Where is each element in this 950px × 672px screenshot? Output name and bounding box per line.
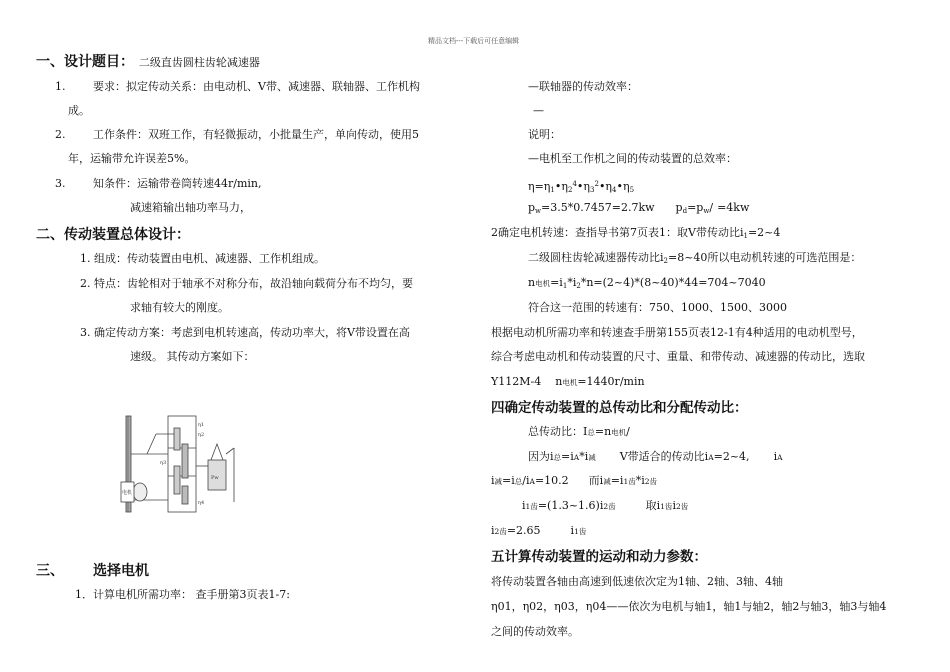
explanation-label: 说明： [528, 128, 561, 141]
point-3: 3. 确定传动方案：考虑到电机转速高，传动功率大，将V带设置在高 [80, 326, 410, 339]
section-5-heading: 五计算传动装置的运动和动力参数： [491, 549, 707, 565]
item-1-continuation: 成。 [68, 104, 90, 117]
power-calculation: $p_w=3.5*0.7457=2.7kw$ $p_d=p_w/ =4kw$ [528, 201, 750, 215]
item-2-text: 工作条件：双班工作，有轻微振动，小批量生产，单向传动，使用5 [93, 128, 419, 141]
gear-3 [174, 466, 180, 494]
point-3-continuation: 速级。 其传动方案如下： [130, 350, 255, 363]
label-eta3: η3 [160, 460, 167, 466]
label-motor: 电机 [122, 490, 133, 496]
item-3-continuation: 减速箱输出轴功率马力， [130, 201, 251, 214]
speed-range-formula: n电机$=i_1*i_2*n=(2\sim 4)*(8\sim 40)*44=704\sim 7040$ [528, 276, 766, 290]
section-3-number: 三、 [36, 563, 64, 579]
item-2-continuation: 年，运输带允许误差5%。 [68, 152, 196, 165]
motor-selection-line-2: 综合考虑电动机和传动装置的尺寸、重量、和带传动、减速器的传动比，选取 [491, 350, 865, 363]
section-2-number: 二、 [36, 227, 64, 243]
label-eta2: η2 [198, 432, 205, 438]
dash-line: — [533, 104, 544, 117]
total-efficiency-line: —电机至工作机之间的传动装置的总效率： [528, 152, 737, 165]
item-2-number: 2. [55, 128, 66, 141]
reducer-ratio-line: i减=i总/iA=10.2 而i减=i1齿*i2齿 [491, 474, 658, 487]
pulley [133, 483, 147, 501]
point-2-continuation: 求轴有较大的刚度。 [130, 301, 229, 314]
label-eta4: η4 [198, 500, 205, 506]
section-1-subtitle: 二级直齿圆柱齿轮减速器 [138, 56, 260, 69]
transmission-scheme-diagram [116, 414, 244, 520]
motor-selection-line-1: 根据电动机所需功率和转速查手册第155页表12-1有4种适用的电动机型号， [491, 326, 863, 339]
section-1-heading [36, 53, 260, 72]
coupling-efficiency-line: —联轴器的传动效率： [528, 80, 638, 93]
efficiency-formula: $\eta=\eta_1•\eta_2^4•\eta_3^2•\eta_4•\eta_5$ [528, 180, 635, 194]
gear-2 [182, 444, 188, 478]
gear-4 [182, 486, 188, 504]
efficiency-definitions-line: η01，η02，η03，η04——依次为电机与轴1，轴1与轴2，轴2与轴3，轴3与轴4 [491, 600, 887, 613]
item-3-text: 知条件：运输带卷筒转速44r/min, [93, 177, 262, 190]
section-2-title: 传动装置总体设计： [64, 227, 190, 243]
point-2: 2. 特点：齿轮相对于轴承不对称分布，故沿轴向载荷分布不均匀，要 [80, 277, 413, 290]
section-3-paragraph-1: 1．计算电机所需功率： 查手册第3页表1-7: [75, 588, 290, 601]
suitable-speeds-line: 符合这一范围的转速有：750、1000、1500、3000 [528, 301, 787, 314]
section-4-heading: 四确定传动装置的总传动比和分配传动比： [491, 400, 748, 416]
gearbox-ratio-line: 二级圆柱齿轮减速器传动比$i_2=8\sim 40$所以电动机转速的可选范围是： [528, 251, 862, 265]
gear-ratio-relation: i1齿=(1.3~1.6)i2齿 取i1齿i2齿 [522, 499, 689, 512]
section-2-heading [36, 226, 190, 244]
item-1-text: 要求：拟定传动关系：由电动机、V带、减速器、联轴器、工作机构 [93, 80, 420, 93]
total-ratio-line: 总传动比：I总=n电机/ [528, 425, 630, 438]
page-header: 精品文档---下载后可任意编辑 [428, 37, 520, 45]
motor-model-line: Y112M-4 n电机=1440r/min [491, 375, 645, 388]
label-pw: Pw [211, 475, 219, 481]
label-eta1: η1 [198, 422, 205, 428]
section-1-title: 设计题目： [64, 54, 134, 70]
point-1: 1. 组成：传动装置由电机、减速器、工作机组成。 [80, 252, 325, 265]
shaft-numbering-line: 将传动装置各轴由高速到低速依次定为1轴、2轴、3轴、4轴 [491, 575, 783, 588]
section-1-number: 一、 [36, 54, 64, 70]
item-3-number: 3. [55, 177, 66, 190]
gear-ratio-values: i2齿=2.65 i1齿 [491, 524, 587, 537]
efficiency-definitions-continuation: 之间的传动效率。 [491, 625, 579, 638]
motor-speed-line: 2确定电机转速：查指导书第7页表1：取V带传动比$i_1=2\sim 4$ [491, 226, 781, 240]
section-3-title: 选择电机 [93, 563, 149, 579]
gear-1 [174, 428, 180, 450]
item-1-number: 1. [55, 80, 66, 93]
ratio-split-line: 因为i总=iA*i减 V带适合的传动比iA=2~4, iA [528, 450, 783, 463]
